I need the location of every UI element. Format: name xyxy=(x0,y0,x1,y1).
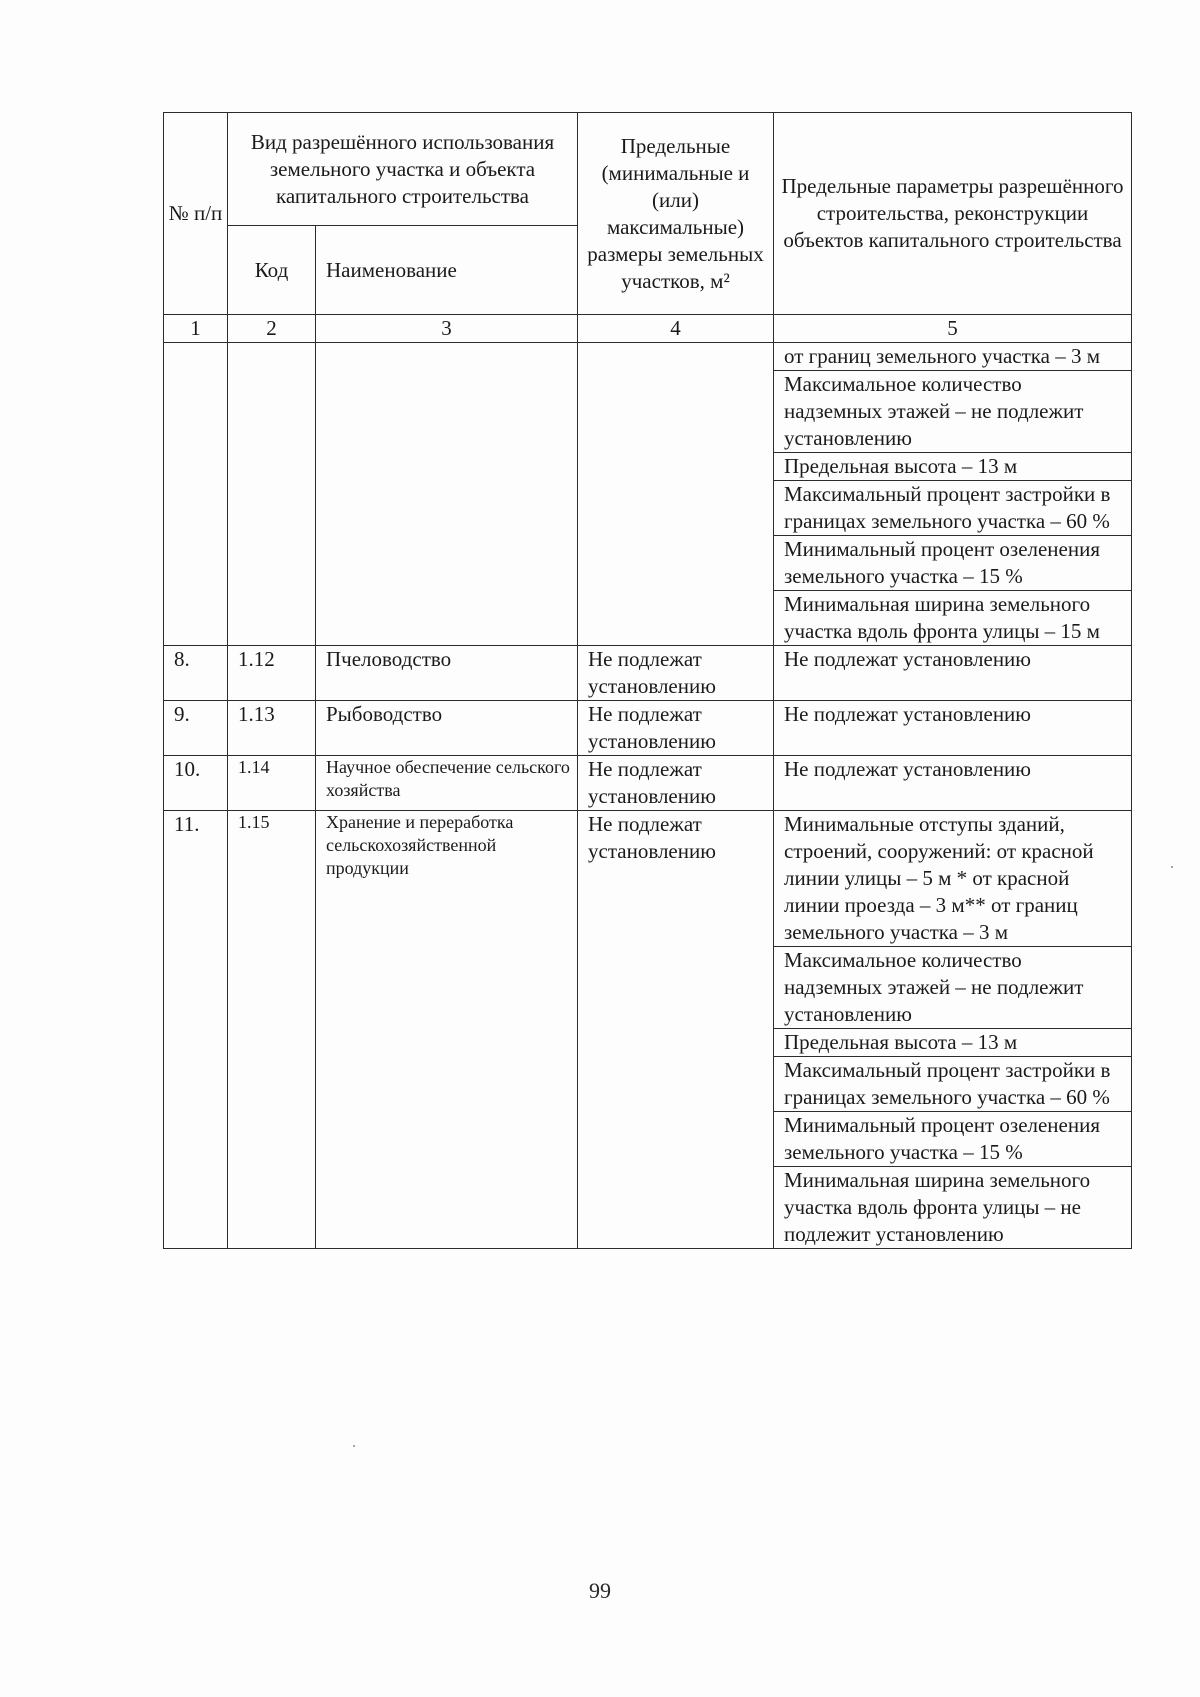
column-numbers-row xyxy=(164,315,1132,343)
continuation-name-cell xyxy=(316,343,578,646)
header-building-params-text: Предельные параметры разрешённого строительства, реконструкции объектов капитального строительства xyxy=(781,174,1124,252)
row-num: 8. xyxy=(164,646,228,701)
row-num: 11. xyxy=(164,811,228,1249)
param-cell: Минимальный процент озеленения земельного участка – 15 % xyxy=(774,1112,1132,1167)
table-row xyxy=(164,811,1132,947)
row-name: Пчеловодство xyxy=(316,646,578,701)
row-params: Не подлежат установлению xyxy=(774,701,1132,756)
header-num xyxy=(164,113,228,315)
column-number-4: 4 xyxy=(578,315,774,343)
row-name: Хранение и переработка сельскохозяйственной продукции xyxy=(316,811,578,1249)
row-num: 9. xyxy=(164,701,228,756)
table-row-continuation xyxy=(164,343,1132,371)
row-code: 1.12 xyxy=(228,646,316,701)
table-header-row xyxy=(164,113,1132,226)
header-name-text: Наименование xyxy=(326,257,457,282)
param-cell: от границ земельного участка – 3 м xyxy=(774,343,1132,371)
param-cell: Минимальный процент озеленения земельного участка – 15 % xyxy=(774,536,1132,591)
header-building-params xyxy=(774,113,1132,315)
param-cell: Минимальные отступы зданий, строений, сооружений: от красной линии улицы – 5 м * от красной линии проезда – 3 м** от границ земельного участка – 3 м xyxy=(774,811,1132,947)
continuation-num-cell xyxy=(164,343,228,646)
table-row xyxy=(164,756,1132,811)
header-num-text: № п/п xyxy=(168,201,223,225)
row-num: 10. xyxy=(164,756,228,811)
column-number-2: 2 xyxy=(228,315,316,343)
regulations-table xyxy=(163,112,1132,1249)
param-cell: Максимальное количество надземных этажей – не подлежит установлению xyxy=(774,947,1132,1029)
header-code xyxy=(228,226,316,315)
row-code: 1.14 xyxy=(228,756,316,811)
scan-speck xyxy=(353,1445,355,1447)
param-cell: Предельная высота – 13 м xyxy=(774,1029,1132,1057)
row-params: Не подлежат установлению xyxy=(774,646,1132,701)
param-cell: Максимальное количество надземных этажей – не подлежит установлению xyxy=(774,371,1132,453)
column-number-1: 1 xyxy=(164,315,228,343)
header-size-limits-text: Предельные (минимальные и (или) максимальные) размеры земельных участков, м² xyxy=(587,133,764,293)
header-name xyxy=(316,226,578,315)
row-size: Не подлежат установлению xyxy=(578,811,774,1249)
column-number-5: 5 xyxy=(774,315,1132,343)
table-row xyxy=(164,701,1132,756)
column-number-3: 3 xyxy=(316,315,578,343)
header-code-text: Код xyxy=(254,257,289,282)
header-permitted-use-text: Вид разрешённого использования земельного участка и объекта капитального строительства xyxy=(250,129,555,208)
page-number: 99 xyxy=(589,1578,611,1603)
param-cell: Минимальная ширина земельного участка вдоль фронта улицы – 15 м xyxy=(774,591,1132,646)
param-cell: Максимальный процент застройки в границах земельного участка – 60 % xyxy=(774,481,1132,536)
header-size-limits xyxy=(578,113,774,315)
row-name: Научное обеспечение сельского хозяйства xyxy=(316,756,578,811)
row-code: 1.13 xyxy=(228,701,316,756)
row-size: Не подлежат установлению xyxy=(578,646,774,701)
table-row xyxy=(164,646,1132,701)
header-permitted-use xyxy=(228,113,578,226)
continuation-size-cell xyxy=(578,343,774,646)
scan-speck xyxy=(1171,866,1173,868)
row-params: Не подлежат установлению xyxy=(774,756,1132,811)
row-size: Не подлежат установлению xyxy=(578,756,774,811)
row-name: Рыбоводство xyxy=(316,701,578,756)
row-size: Не подлежат установлению xyxy=(578,701,774,756)
continuation-code-cell xyxy=(228,343,316,646)
row-code: 1.15 xyxy=(228,811,316,1249)
param-cell: Минимальная ширина земельного участка вдоль фронта улицы – не подлежит установлению xyxy=(774,1167,1132,1249)
param-cell: Максимальный процент застройки в границах земельного участка – 60 % xyxy=(774,1057,1132,1112)
param-cell: Предельная высота – 13 м xyxy=(774,453,1132,481)
